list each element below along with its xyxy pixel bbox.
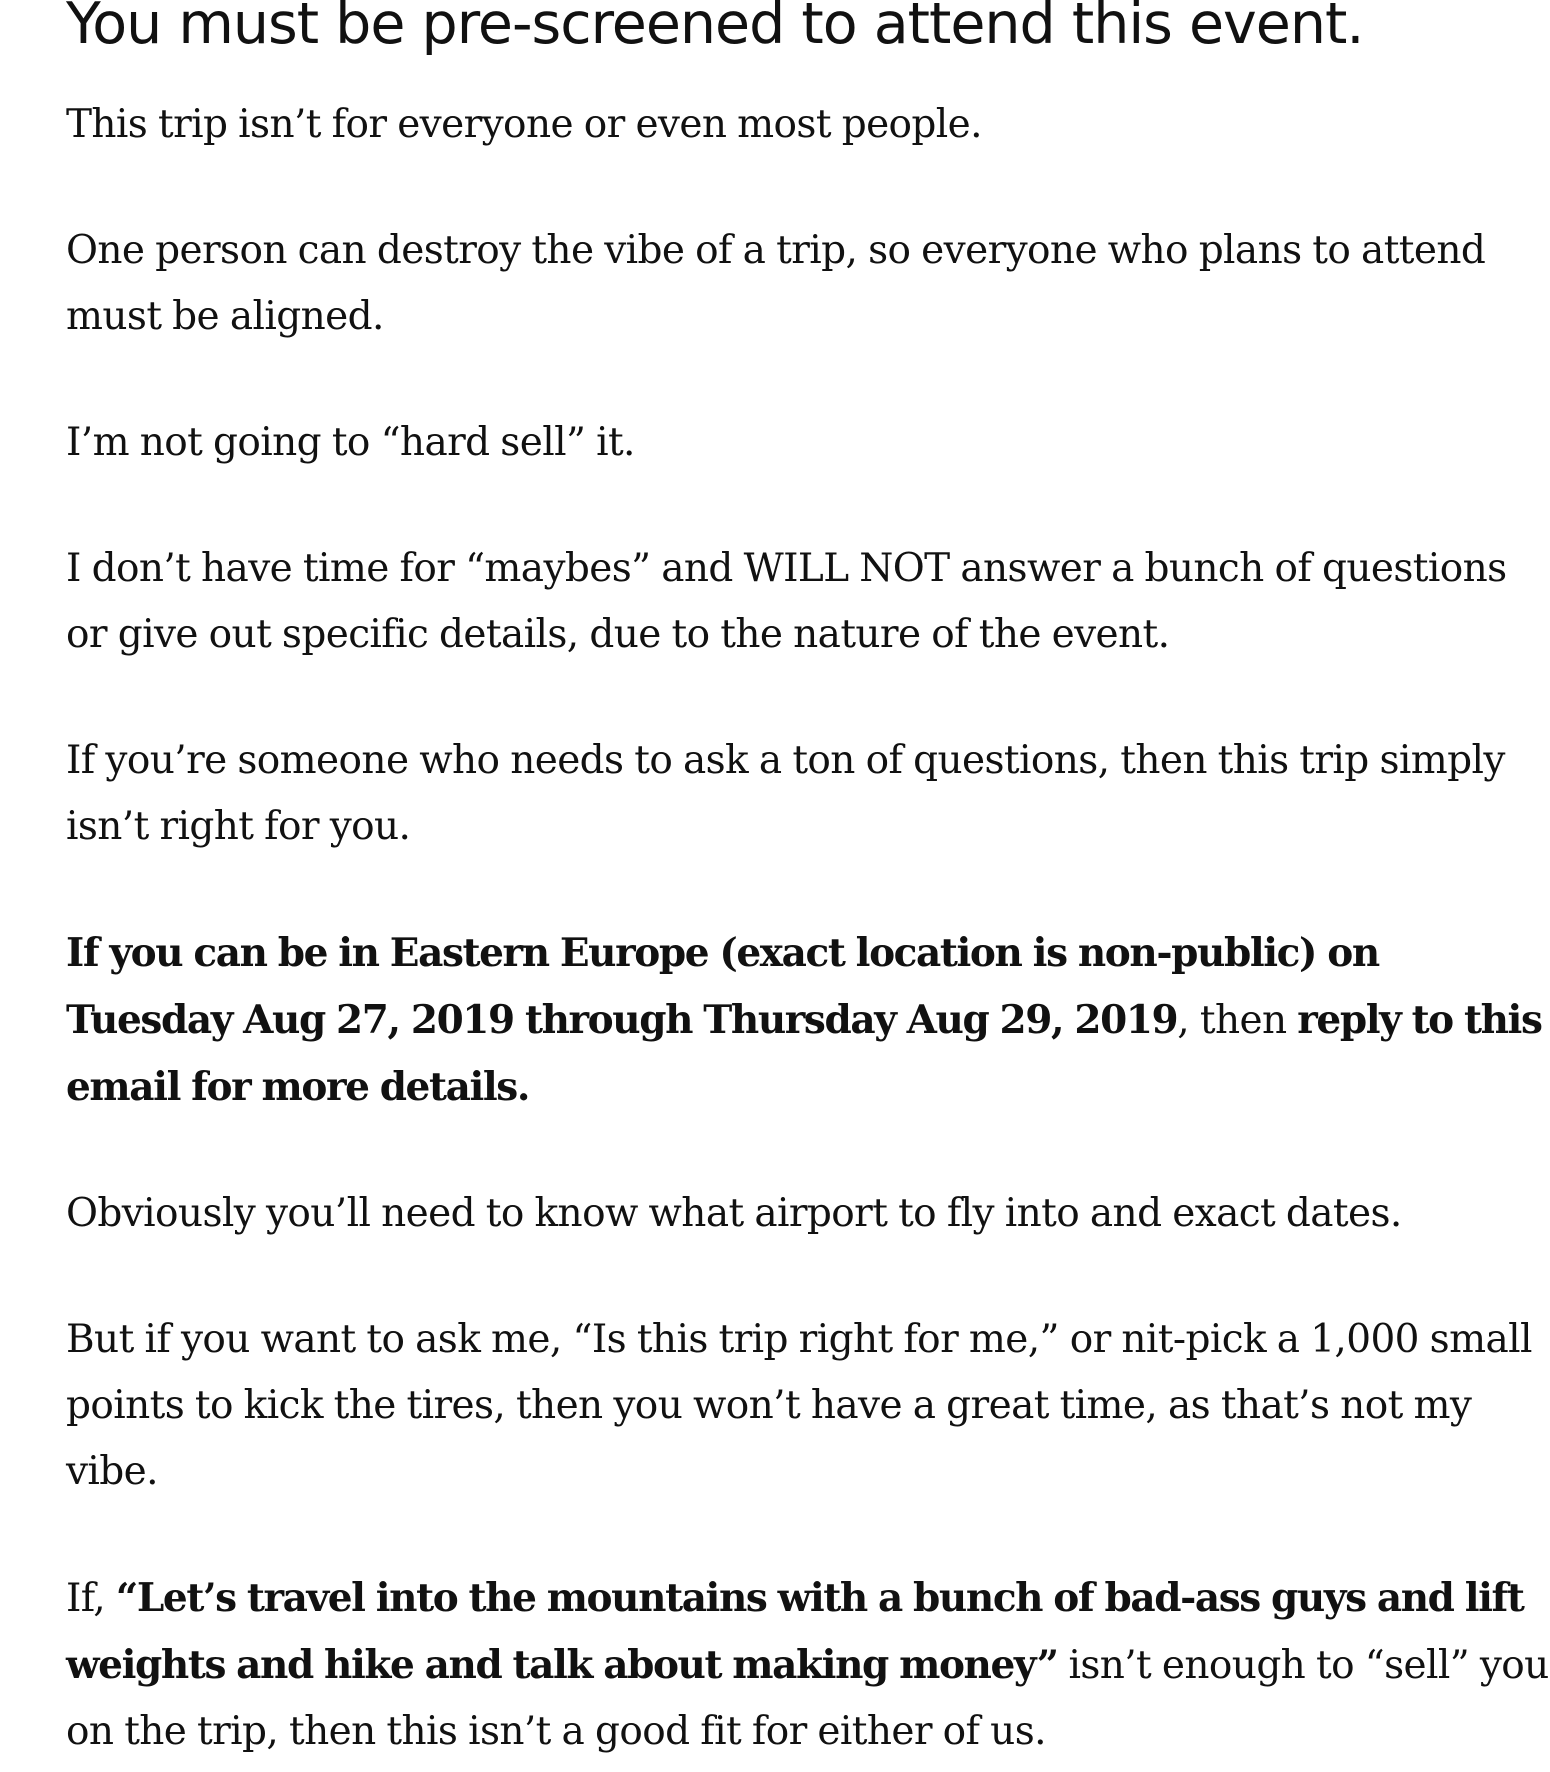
paragraph-no-maybes: I don’t have time for “maybes” and WILL NOT answer a bunch of questions or give out specific details, due to the nature of the event.	[66, 546, 1507, 657]
event-location-dates: If you can be in Eastern Europe (exact location is non-public) on Tuesday Aug 27, 2019 through Thursday Aug 29, 2019	[66, 930, 1379, 1043]
paragraph-nit-pick: But if you want to ask me, “Is this trip right for me,” or nit-pick a 1,000 small points to kick the tires, then you won’t have a great time, as that’s not my vibe.	[66, 1317, 1532, 1494]
pitch-conclusion: isn’t enough to “sell” you on the trip, then this isn’t a good fit for either of us.	[66, 1643, 1549, 1754]
paragraph-event-dates	[66, 920, 1550, 1121]
page-title: You must be pre-screened to attend this event.	[66, 0, 1364, 57]
paragraph-airport: Obviously you’ll need to know what airport to fly into and exact dates.	[66, 1191, 1402, 1236]
paragraph-no-hard-sell: I’m not going to “hard sell” it.	[66, 420, 635, 465]
pitch-quote: “Let’s travel into the mountains with a bunch of bad-ass guys and lift weights and hike and talk about making money”	[66, 1575, 1524, 1688]
paragraph-vibe: One person can destroy the vibe of a trip, so everyone who plans to attend must be aligned.	[66, 228, 1486, 339]
paragraph-pitch	[66, 1565, 1550, 1765]
paragraph-not-for-everyone: This trip isn’t for everyone or even most people.	[66, 102, 982, 147]
paragraph-questions: If you’re someone who needs to ask a ton of questions, then this trip simply isn’t right for you.	[66, 738, 1505, 849]
pitch-intro: If,	[66, 1576, 116, 1621]
connector-text: , then	[1177, 998, 1298, 1043]
reply-instruction: reply to this email for more details.	[66, 997, 1542, 1110]
